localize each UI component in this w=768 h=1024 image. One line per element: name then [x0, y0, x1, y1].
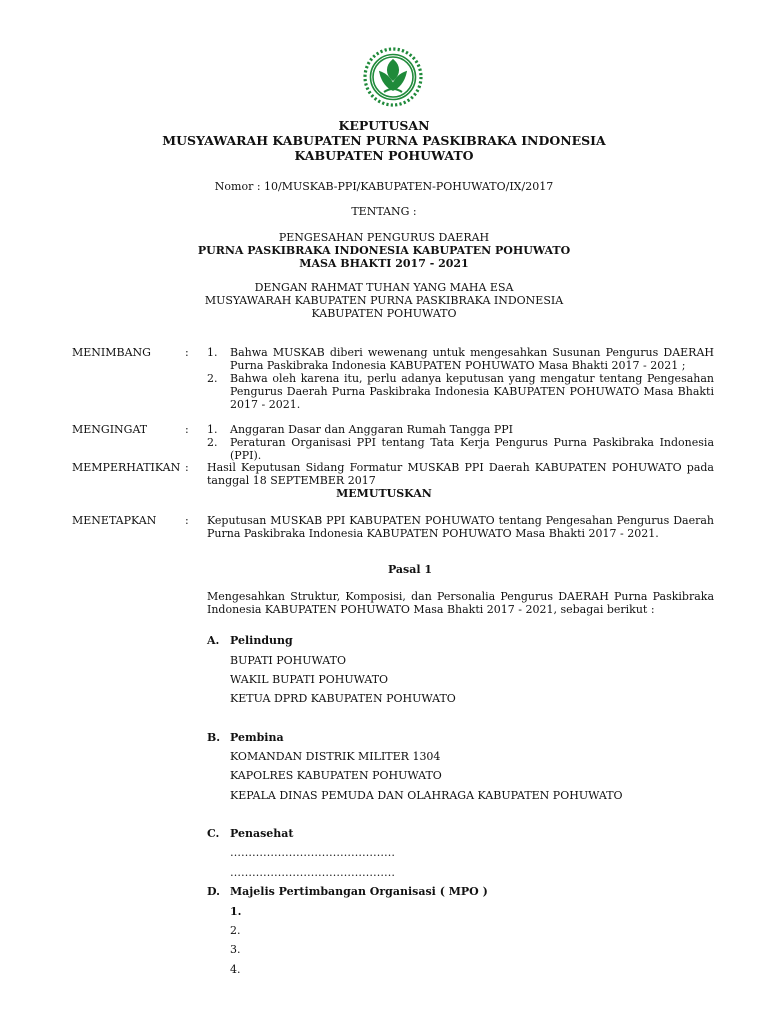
subject-line-1: PENGESAHAN PENGURUS DAERAH — [278, 231, 490, 244]
mengingat-item-2-number: 2. — [207, 436, 218, 449]
rahmat-line-1: DENGAN RAHMAT TUHAN YANG MAHA ESA — [254, 281, 514, 294]
paskibraka-emblem-icon — [360, 44, 426, 110]
decree-issuer: MUSYAWARAH KABUPATEN PURNA PASKIBRAKA INDONESIA — [162, 133, 606, 148]
section-d-member-2: 2. — [230, 924, 241, 937]
decree-region: KABUPATEN POHUWATO — [294, 148, 474, 163]
mengingat-item-2-text: Peraturan Organisasi PPI tentang Tata Kerja Pengurus Purna Paskibraka Indonesia (PPI). — [230, 436, 714, 462]
mengingat-label: MENGINGAT — [72, 423, 148, 436]
section-d-member-4: 4. — [230, 963, 241, 976]
section-c-member-2: ……………………………………… — [230, 866, 395, 879]
rahmat-line-2: MUSYAWARAH KABUPATEN PURNA PASKIBRAKA INDONESIA — [204, 294, 564, 307]
mengingat-colon: : — [185, 423, 189, 436]
memutuskan-heading: MEMUTUSKAN — [336, 487, 432, 500]
section-a-title: Pelindung — [230, 634, 293, 647]
mengingat-item-1-number: 1. — [207, 423, 218, 436]
menetapkan-text: Keputusan MUSKAB PPI KABUPATEN POHUWATO tentang Pengesahan Pengurus Daerah Purna Paskibraka Indonesia KABUPATEN POHUWATO Masa Bhakti 2017 - 2021. — [207, 514, 714, 540]
decree-number: Nomor : 10/MUSKAB-PPI/KABUPATEN-POHUWATO/IX/2017 — [214, 180, 554, 193]
menetapkan-label: MENETAPKAN — [72, 514, 157, 527]
pasal-title: Pasal 1 — [387, 563, 433, 576]
rahmat-line-3: KABUPATEN POHUWATO — [311, 307, 457, 320]
menimbang-item-2-text: Bahwa oleh karena itu, perlu adanya keputusan yang mengatur tentang Pengesahan Pengurus Daerah Purna Paskibraka Indonesia KABUPATEN POHUWATO Masa Bhakti 2017 - 2021. — [230, 372, 714, 411]
section-a-member-3: KETUA DPRD KABUPATEN POHUWATO — [230, 692, 456, 705]
section-b-member-2: KAPOLRES KABUPATEN POHUWATO — [230, 769, 442, 782]
section-b-member-1: KOMANDAN DISTRIK MILITER 1304 — [230, 750, 441, 763]
section-c-member-1: ……………………………………… — [230, 846, 395, 859]
pasal-intro: Mengesahkan Struktur, Komposisi, dan Personalia Pengurus DAERAH Purna Paskibraka Indonesia KABUPATEN POHUWATO Masa Bhakti 2017 - 2021, sebagai berikut : — [207, 590, 714, 616]
section-b-title: Pembina — [230, 731, 284, 744]
memperhatikan-colon: : — [185, 461, 189, 474]
section-b-member-3: KEPALA DINAS PEMUDA DAN OLAHRAGA KABUPATEN POHUWATO — [230, 789, 623, 802]
section-a-letter: A. — [207, 634, 220, 647]
subject-line-3: MASA BHAKTI 2017 - 2021 — [299, 257, 469, 270]
menimbang-item-2-number: 2. — [207, 372, 218, 385]
section-b-letter: B. — [207, 731, 221, 744]
decree-title: KEPUTUSAN — [338, 118, 430, 133]
subject-line-2: PURNA PASKIBRAKA INDONESIA KABUPATEN POHUWATO — [197, 244, 571, 257]
menimbang-item-1-text: Bahwa MUSKAB diberi wewenang untuk mengesahkan Susunan Pengurus DAERAH Purna Paskibraka Indonesia KABUPATEN POHUWATO Masa Bhakti 2017 - 2021 ; — [230, 346, 714, 372]
menimbang-colon: : — [185, 346, 189, 359]
section-c-title: Penasehat — [230, 827, 294, 840]
section-d-letter: D. — [207, 885, 220, 898]
menimbang-label: MENIMBANG — [72, 346, 151, 359]
mengingat-item-1-text: Anggaran Dasar dan Anggaran Rumah Tangga PPI — [230, 423, 513, 436]
section-d-member-3: 3. — [230, 943, 241, 956]
menimbang-item-1-number: 1. — [207, 346, 218, 359]
menetapkan-colon: : — [185, 514, 189, 527]
memperhatikan-label: MEMPERHATIKAN — [72, 461, 181, 474]
memperhatikan-text: Hasil Keputusan Sidang Formatur MUSKAB PPI Daerah KABUPATEN POHUWATO pada tanggal 18 SEPTEMBER 2017 — [207, 461, 714, 487]
section-d-title: Majelis Pertimbangan Organisasi ( MPO ) — [230, 885, 488, 898]
section-a-member-1: BUPATI POHUWATO — [230, 654, 347, 667]
section-c-letter: C. — [207, 827, 220, 840]
section-d-member-1: 1. — [230, 905, 242, 918]
tentang-label: TENTANG : — [351, 205, 417, 218]
section-a-member-2: WAKIL BUPATI POHUWATO — [230, 673, 389, 686]
